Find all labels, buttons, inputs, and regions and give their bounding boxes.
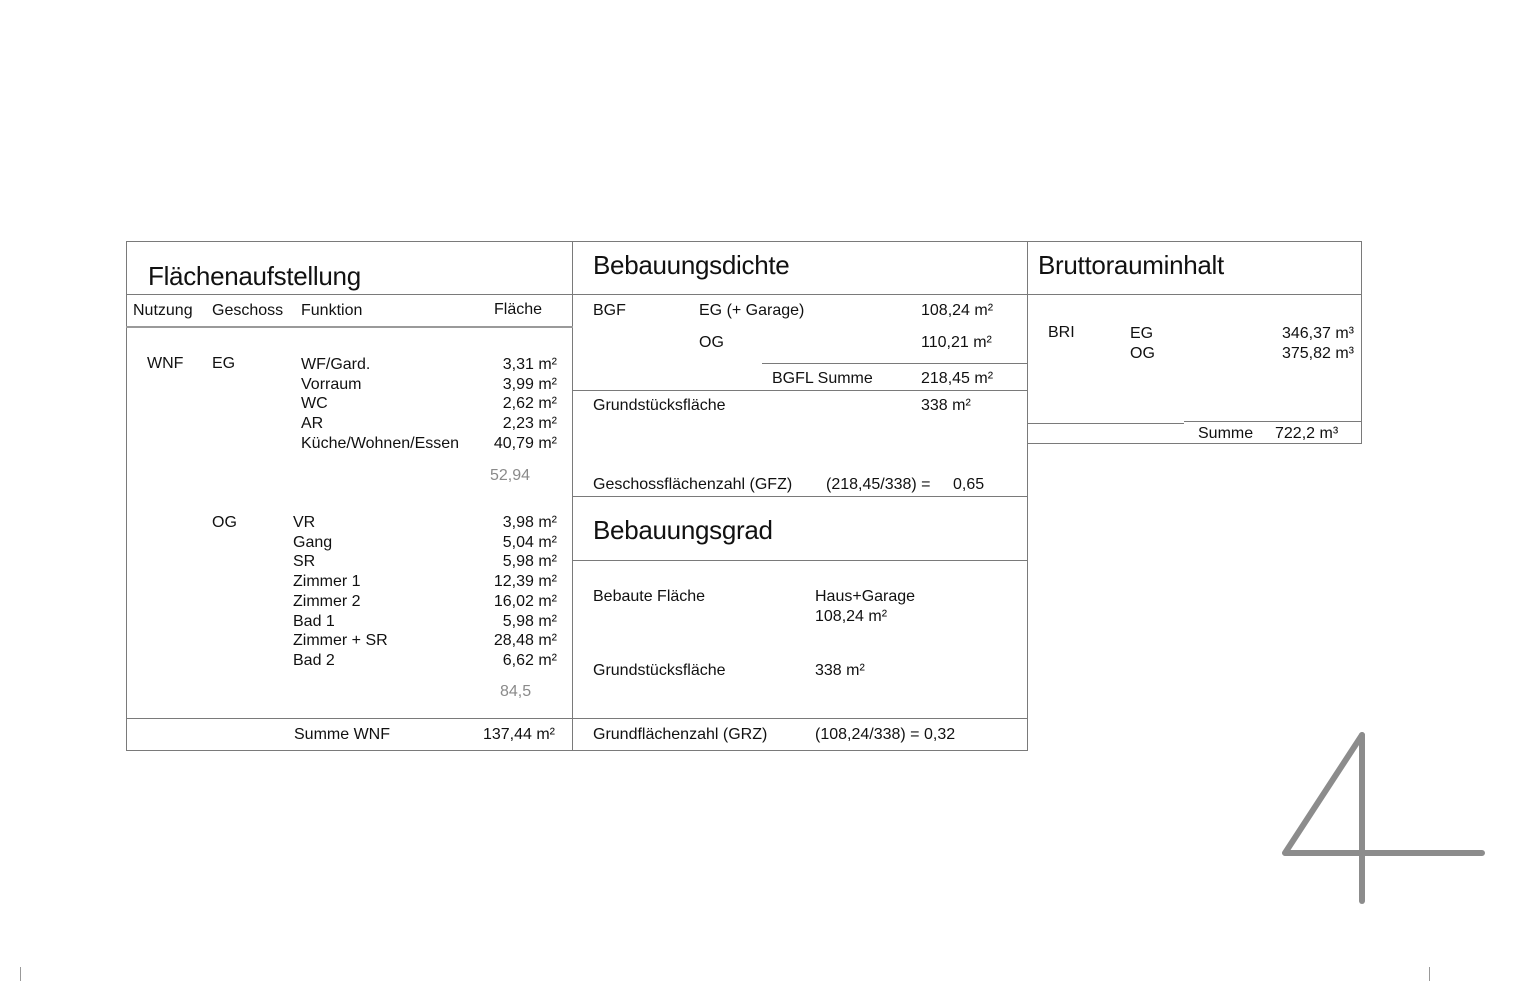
bgf-eg-label: EG (+ Garage) bbox=[699, 302, 805, 319]
og-row-flaeche: 5,04 m² bbox=[502, 534, 557, 551]
og-row-flaeche: 3,98 m² bbox=[502, 514, 557, 531]
grad-grund-label: Grundstücksfläche bbox=[593, 662, 726, 679]
eg-row-funktion: AR bbox=[301, 415, 324, 432]
eg-row-funktion: Vorraum bbox=[301, 376, 362, 393]
og-row-funktion: Bad 2 bbox=[293, 652, 335, 669]
dichte-title: Bebauungsdichte bbox=[593, 250, 790, 280]
og-row-funktion: Zimmer + SR bbox=[293, 632, 388, 649]
og-subtotal: 84,5 bbox=[500, 683, 532, 700]
og-row-funktion: Zimmer 2 bbox=[293, 593, 361, 610]
bri-og-label: OG bbox=[1130, 345, 1155, 362]
bri-eg-value: 346,37 m³ bbox=[1281, 325, 1354, 342]
eg-row-funktion: WF/Gard. bbox=[301, 356, 371, 373]
header-funktion: Funktion bbox=[301, 302, 363, 319]
flaechen-header-divider bbox=[126, 326, 573, 328]
bgf-og-value: 110,21 m² bbox=[921, 334, 992, 351]
eg-row-flaeche: 2,62 m² bbox=[502, 395, 557, 412]
crop-mark-right bbox=[1429, 967, 1430, 981]
bgfl-summe-value: 218,45 m² bbox=[921, 370, 994, 387]
geschoss-eg: EG bbox=[212, 355, 236, 372]
bebaut-value: 108,24 m² bbox=[815, 608, 888, 625]
crop-mark-left bbox=[20, 967, 21, 981]
dichte-title-divider bbox=[572, 294, 1028, 295]
og-row-funktion: Gang bbox=[293, 534, 333, 551]
bgf-label: BGF bbox=[593, 302, 626, 319]
brutto-summe-label: Summe bbox=[1198, 425, 1254, 442]
brutto-title-divider bbox=[1027, 294, 1362, 295]
eg-row-flaeche: 3,99 m² bbox=[502, 376, 557, 393]
og-row-funktion: VR bbox=[293, 514, 316, 531]
eg-row-funktion: Küche/Wohnen/Essen bbox=[301, 435, 460, 452]
og-row-flaeche: 28,48 m² bbox=[493, 632, 557, 649]
grz-label: Grundflächenzahl (GRZ) bbox=[593, 726, 768, 743]
eg-row-funktion: WC bbox=[301, 395, 328, 412]
og-row-flaeche: 12,39 m² bbox=[493, 573, 557, 590]
eg-row-flaeche: 2,23 m² bbox=[502, 415, 557, 432]
nutzung-wnf: WNF bbox=[147, 355, 184, 372]
grad-title-divider bbox=[572, 560, 1028, 561]
grad-title: Bebauungsgrad bbox=[593, 515, 773, 545]
bgfl-summe-label: BGFL Summe bbox=[772, 370, 873, 387]
eg-subtotal: 52,94 bbox=[490, 467, 531, 484]
dichte-grund-divider bbox=[572, 390, 1028, 391]
header-flaeche: Fläche bbox=[494, 301, 543, 318]
og-row-flaeche: 6,62 m² bbox=[502, 652, 557, 669]
og-row-funktion: Bad 1 bbox=[293, 613, 335, 630]
eg-row-flaeche: 3,31 m² bbox=[502, 356, 557, 373]
gfz-label: Geschossflächenzahl (GFZ) bbox=[593, 476, 793, 493]
summe-wnf-label: Summe WNF bbox=[294, 726, 390, 743]
bebaut-desc: Haus+Garage bbox=[815, 588, 916, 605]
gfz-formula: (218,45/338) = bbox=[826, 476, 931, 493]
grad-grund-value: 338 m² bbox=[815, 662, 865, 679]
og-row-flaeche: 5,98 m² bbox=[502, 553, 557, 570]
flaechen-sum-divider bbox=[126, 718, 573, 719]
bri-og-value: 375,82 m³ bbox=[1281, 345, 1354, 362]
dichte-grund-value: 338 m² bbox=[921, 397, 971, 414]
brutto-summe-line bbox=[1184, 421, 1362, 422]
header-nutzung: Nutzung bbox=[133, 302, 193, 319]
flaechen-title: Flächenaufstellung bbox=[148, 261, 361, 291]
eg-row-flaeche: 40,79 m² bbox=[493, 435, 557, 452]
gfz-value: 0,65 bbox=[953, 476, 985, 493]
og-row-flaeche: 16,02 m² bbox=[493, 593, 557, 610]
bri-eg-label: EG bbox=[1130, 325, 1154, 342]
brutto-summe-line-left bbox=[1027, 423, 1184, 424]
bgf-og-label: OG bbox=[699, 334, 724, 351]
grz-divider bbox=[572, 718, 1028, 719]
og-row-flaeche: 5,98 m² bbox=[502, 613, 557, 630]
brutto-summe-value: 722,2 m³ bbox=[1275, 425, 1339, 442]
bebaut-label: Bebaute Fläche bbox=[593, 588, 706, 605]
brutto-title: Bruttorauminhalt bbox=[1038, 250, 1224, 280]
bri-label: BRI bbox=[1048, 324, 1075, 341]
gfz-divider bbox=[572, 496, 1028, 497]
og-row-funktion: Zimmer 1 bbox=[293, 573, 361, 590]
og-row-funktion: SR bbox=[293, 553, 316, 570]
bgf-eg-value: 108,24 m² bbox=[921, 302, 994, 319]
flaechen-title-divider bbox=[126, 294, 573, 295]
geschoss-og: OG bbox=[212, 514, 237, 531]
page-number-numeral bbox=[1270, 715, 1500, 915]
summe-wnf-value: 137,44 m² bbox=[482, 726, 555, 743]
bgfl-summe-line bbox=[762, 363, 1028, 364]
header-geschoss: Geschoss bbox=[212, 302, 284, 319]
dichte-grund-label: Grundstücksfläche bbox=[593, 397, 726, 414]
grz-formula: (108,24/338) = 0,32 bbox=[815, 726, 956, 743]
